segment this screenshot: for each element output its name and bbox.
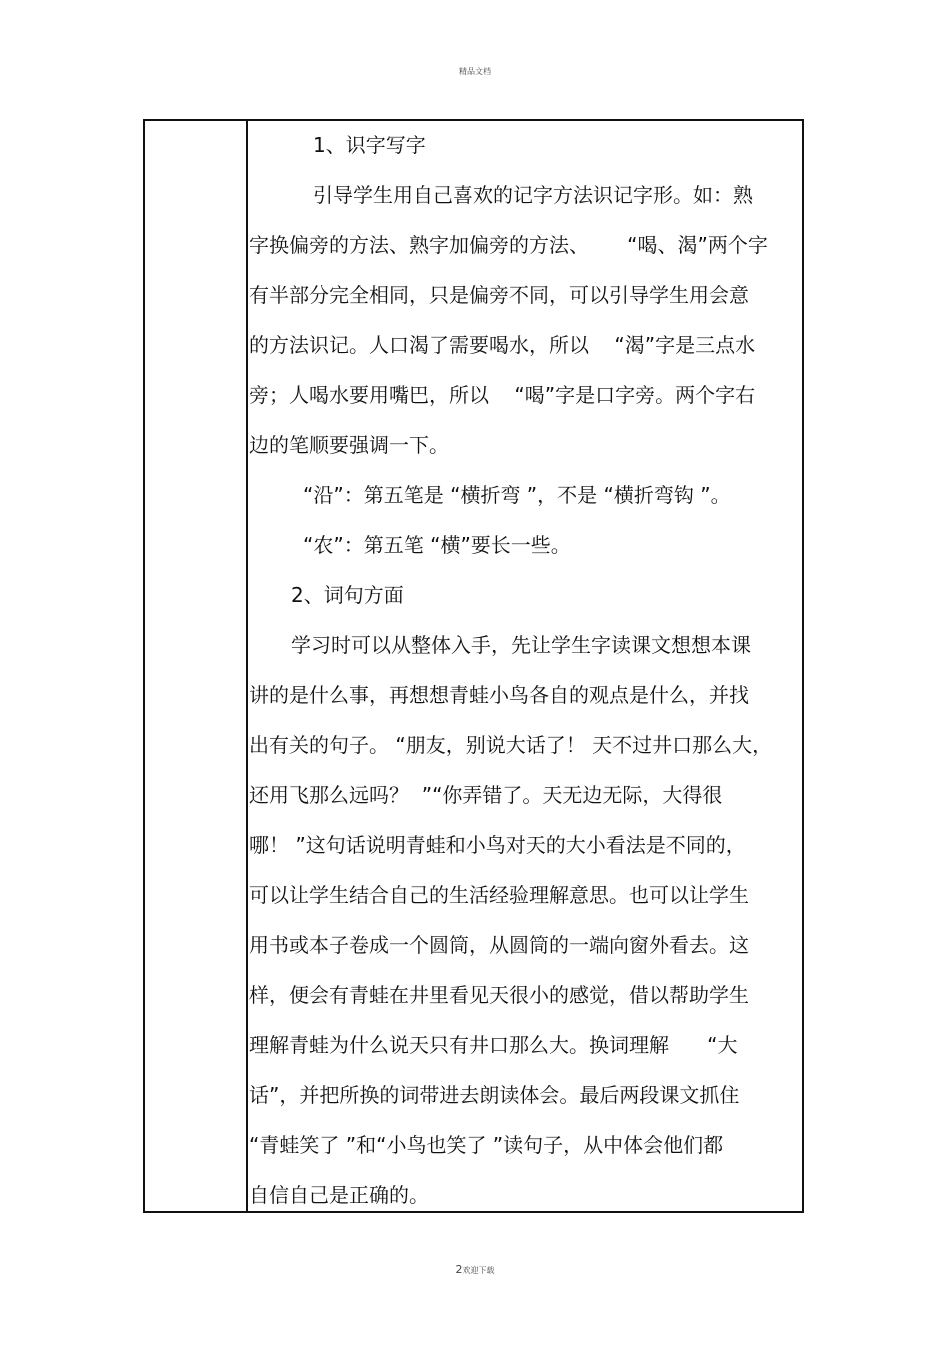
text-line: “农”：第五笔 “横”要长一些。 (303, 533, 571, 557)
left-column (246, 121, 248, 1211)
text-line: 用书或本子卷成一个圆筒，从圆筒的一端向窗外看去。这 (249, 933, 749, 957)
page-number: 2 (455, 1263, 463, 1276)
text-line: 边的笔顺要强调一下。 (249, 433, 449, 457)
text-line: 理解青蛙为什么说天只有井口那么大。换词理解 “大 (249, 1033, 738, 1057)
footer-note (0, 1263, 950, 1276)
text-line: 的方法识记。人口渴了需要喝水，所以 “渴”字是三点水 (249, 333, 756, 357)
text-line: 可以让学生结合自己的生活经验理解意思。也可以让学生 (249, 883, 749, 907)
text-line: 学习时可以从整体入手，先让学生字读课文想想本课 (291, 633, 751, 657)
text-line: 还用飞那么远吗？ ”“你弄错了。天无边无际，大得很 (249, 783, 723, 807)
footer-text: 欢迎下载 (462, 1266, 495, 1275)
text-line: 哪！ ”这句话说明青蛙和小鸟对天的大小看法是不同的， (249, 833, 746, 857)
text-line: 自信自己是正确的。 (249, 1183, 429, 1207)
text-line: 有半部分完全相同，只是偏旁不同，可以引导学生用会意 (249, 283, 749, 307)
text-line: 引导学生用自己喜欢的记字方法识记字形。如：熟 (313, 183, 753, 207)
text-line: “青蛙笑了 ”和“小鸟也笑了 ”读句子，从中体会他们都 (249, 1133, 724, 1157)
header-note: 精品文档 (459, 67, 491, 76)
text-line: 话”，并把所换的词带进去朗读体会。最后两段课文抓住 (249, 1083, 740, 1107)
text-line: 样，便会有青蛙在井里看见天很小的感觉，借以帮助学生 (249, 983, 749, 1007)
text-line: 旁；人喝水要用嘴巴，所以 “喝”字是口字旁。两个字右 (249, 383, 756, 407)
text-line: 字换偏旁的方法、熟字加偏旁的方法、 “喝、渴”两个字 (249, 233, 768, 257)
text-line: 出有关的句子。 “朋友，别说大话了！ 天不过井口那么大， (249, 733, 773, 757)
text-line: “沿”：第五笔是 “横折弯 ”，不是 “横折弯钩 ”。 (303, 483, 731, 507)
document-table (143, 119, 804, 1213)
content-cell (249, 121, 802, 1211)
text-line: 讲的是什么事，再想想青蛙小鸟各自的观点是什么，并找 (249, 683, 749, 707)
text-line: 2、词句方面 (291, 583, 404, 607)
text-line: 1、识字写字 (313, 133, 426, 157)
